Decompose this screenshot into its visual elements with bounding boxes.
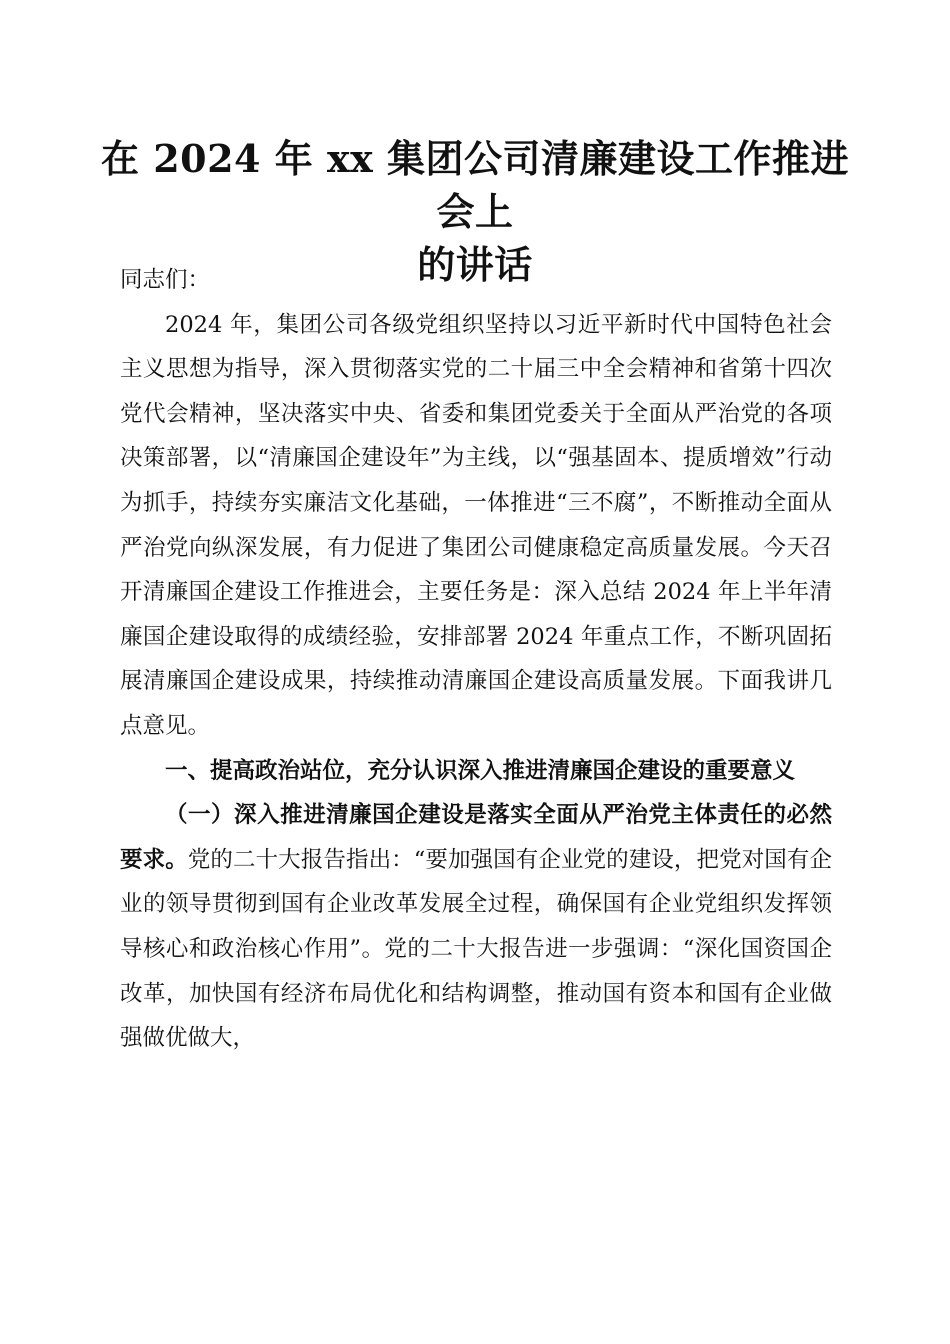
subsection-heading-1: （一）深入推进清廉国企建设是落实全面从严治党主体责任的必然要求。 [120,802,832,873]
paragraph-section-1-text: 党的二十大报告指出：“要加强国有企业党的建设，把党对国有企业的领导贯彻到国有企业改革发展全过程，确保国有企业党组织发挥领导核心和政治核心作用”。党的二十大报告进一步强调：“深化国资国企改革，加快国有经济布局优化和结构调整，推动国有资本和国有企业做强做优做大， [120,846,832,1052]
salutation: 同志们： [120,267,211,293]
title-line-1: 在 2024 年 xx 集团公司清廉建设工作推进会上 [101,136,849,234]
document-body [120,258,832,1061]
paragraph-section-1 [120,793,832,1061]
paragraph-intro: 2024 年，集团公司各级党组织坚持以习近平新时代中国特色社会主义思想为指导，深入贯彻落实党的二十届三中全会精神和省第十四次党代会精神，坚决落实中央、省委和集团党委关于全面从严治党的各项决策部署，以“清廉国企建设年”为主线，以“强基固本、提质增效”行动为抓手，持续夯实廉洁文化基础，一体推进“三不腐”，不断推动全面从严治党向纵深发展，有力促进了集团公司健康稳定高质量发展。今天召开清廉国企建设工作推进会，主要任务是：深入总结 2024 年上半年清廉国企建设取得的成绩经验，安排部署 2024 年重点工作，不断巩固拓展清廉国企建设成果，持续推动清廉国企建设高质量发展。下面我讲几点意见。 [120,311,832,739]
section-heading-1: 一、提高政治站位，充分认识深入推进清廉国企建设的重要意义 [165,757,796,784]
title-line-2: 的讲话 [417,242,533,287]
